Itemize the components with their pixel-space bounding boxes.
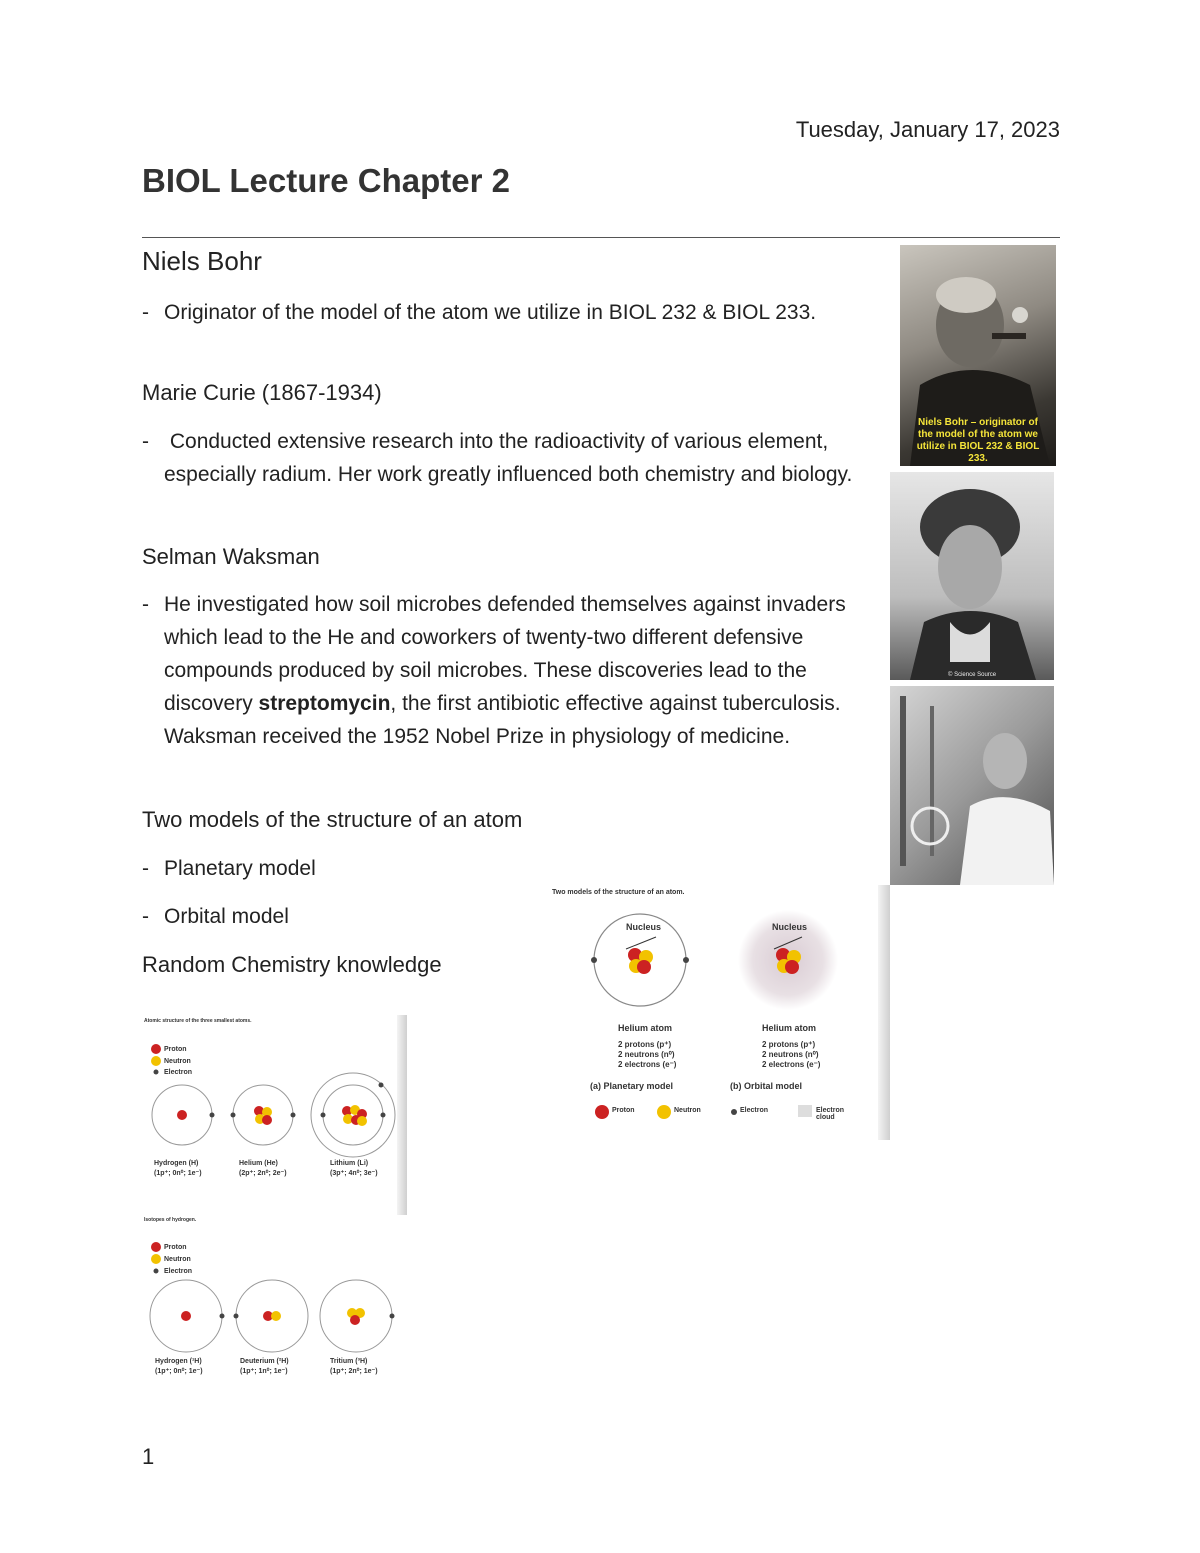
lab-scene [890,686,1054,885]
protons: 2 protons (p⁺) [618,1040,672,1049]
legend-electron: Electron [164,1069,193,1076]
atom-name: Hydrogen (¹H) [155,1358,202,1365]
atom-composition: (1p⁺; 2n⁰; 1e⁻) [330,1368,378,1375]
bullet-planetary [142,852,862,885]
photo-credit: © Science Source [948,672,997,678]
heading-two-models: Two models of the structure of an atom [142,807,523,832]
figure-isotopes-hydrogen [142,1215,407,1390]
atom-helium [239,1159,287,1179]
bullet-text-post: , the first antibiotic effective against tuberculosis. Waksman received the 1952 Nobel Prize in physiology of medicine. [164,692,841,748]
bullet-text: Planetary model [164,857,316,880]
figure-two-models [540,885,890,1140]
atom-name: Hydrogen (H) [154,1160,199,1167]
helium-label: Helium atom [762,1023,817,1033]
legend-proton: Proton [164,1046,187,1053]
legend [164,1242,192,1278]
page-title: BIOL Lecture Chapter 2 [142,162,510,199]
composition-b [762,1040,820,1070]
legend-electron: Electron [740,1107,769,1114]
bullet-curie [142,425,862,491]
legend-electron-cloud: Electron cloud [816,1107,845,1121]
bullet-text: Orbital model [164,905,289,928]
label-orbital-model: (b) Orbital model [730,1081,802,1091]
label-planetary-model: (a) Planetary model [590,1081,674,1091]
bullet-bohr [142,296,862,329]
dash: - [142,301,149,324]
dash: - [142,430,149,453]
atom-name: Lithium (Li) [330,1160,369,1167]
atom-hydrogen [154,1159,202,1179]
nucleus-label: Nucleus [772,922,808,932]
figure-edge [397,1015,407,1215]
atom-composition: (1p⁺; 0n⁰; 1e⁻) [155,1368,203,1375]
legend-proton: Proton [164,1244,187,1251]
bold-term: streptomycin [258,692,391,715]
atom-lithium [330,1159,378,1179]
atom-composition: (1p⁺; 1n⁰; 1e⁻) [240,1368,288,1375]
photo-niels-bohr [900,245,1056,466]
legend-neutron: Neutron [164,1256,191,1263]
heading-niels-bohr: Niels Bohr [142,246,262,276]
legend [164,1044,192,1079]
legend-proton: Proton [612,1107,635,1114]
isotope-hydrogen [155,1357,203,1377]
divider [142,237,1060,238]
photo-selman-waksman [890,686,1054,885]
models-diagram [540,885,880,1140]
legend-neutron: Neutron [164,1057,191,1065]
date: Tuesday, January 17, 2023 [795,117,1060,142]
bullet-waksman [142,588,862,753]
portrait-silhouette [890,472,1054,680]
isotope-deuterium [240,1357,289,1377]
bullet-text [142,588,862,753]
atom-composition: (2p⁺; 2n⁰; 2e⁻) [239,1170,287,1177]
atom-name: Helium (He) [239,1160,278,1167]
legend-electron: Electron [164,1268,193,1275]
heading-marie-curie: Marie Curie (1867-1934) [142,380,382,405]
figure-three-smallest-atoms [142,1015,407,1215]
composition-a [618,1040,676,1070]
figure-title: Two models of the structure of an atom. [552,889,685,896]
electrons: 2 electrons (e⁻) [762,1060,821,1069]
figure-title: Isotopes of hydrogen. [144,1217,197,1223]
neutrons: 2 neutrons (n⁰) [762,1050,819,1059]
isotope-tritium [330,1357,378,1377]
atom-name: Deuterium (²H) [240,1358,289,1365]
atom-composition: (1p⁺; 0n⁰; 1e⁻) [154,1170,202,1177]
dash: - [142,593,149,616]
bullet-text-pre: He investigated how soil microbes defended themselves against invaders which lead to the He and coworkers of twenty-two different defensive compounds produced by soil microbes. These discoveries lead to the discovery [164,593,846,715]
page-number: 1 [142,1444,155,1469]
dash: - [142,857,149,880]
electrons: 2 electrons (e⁻) [618,1060,677,1069]
nucleus-label: Nucleus [626,922,662,932]
atom-composition: (3p⁺; 4n⁰; 3e⁻) [330,1170,378,1177]
neutrons: 2 neutrons (n⁰) [618,1050,675,1059]
heading-random-chemistry: Random Chemistry knowledge [142,952,442,977]
photo-caption: Niels Bohr – originator of the model of the atom we utilize in BIOL 232 & BIOL 233. [916,417,1040,464]
atom-name: Tritium (³H) [330,1358,368,1365]
legend-neutron: Neutron [674,1107,701,1114]
figure-title: Atomic structure of the three smallest atoms. [144,1018,252,1024]
heading-selman-waksman: Selman Waksman [142,544,320,569]
bullet-text: Originator of the model of the atom we utilize in BIOL 232 & BIOL 233. [164,301,817,324]
bullet-text: Conducted extensive research into the radioactivity of various element, especially radium. Her work greatly influenced both chemistry and biology. [164,430,853,486]
protons: 2 protons (p⁺) [762,1040,816,1049]
helium-label: Helium atom [618,1023,673,1033]
photo-marie-curie [890,472,1054,680]
dash: - [142,905,149,928]
